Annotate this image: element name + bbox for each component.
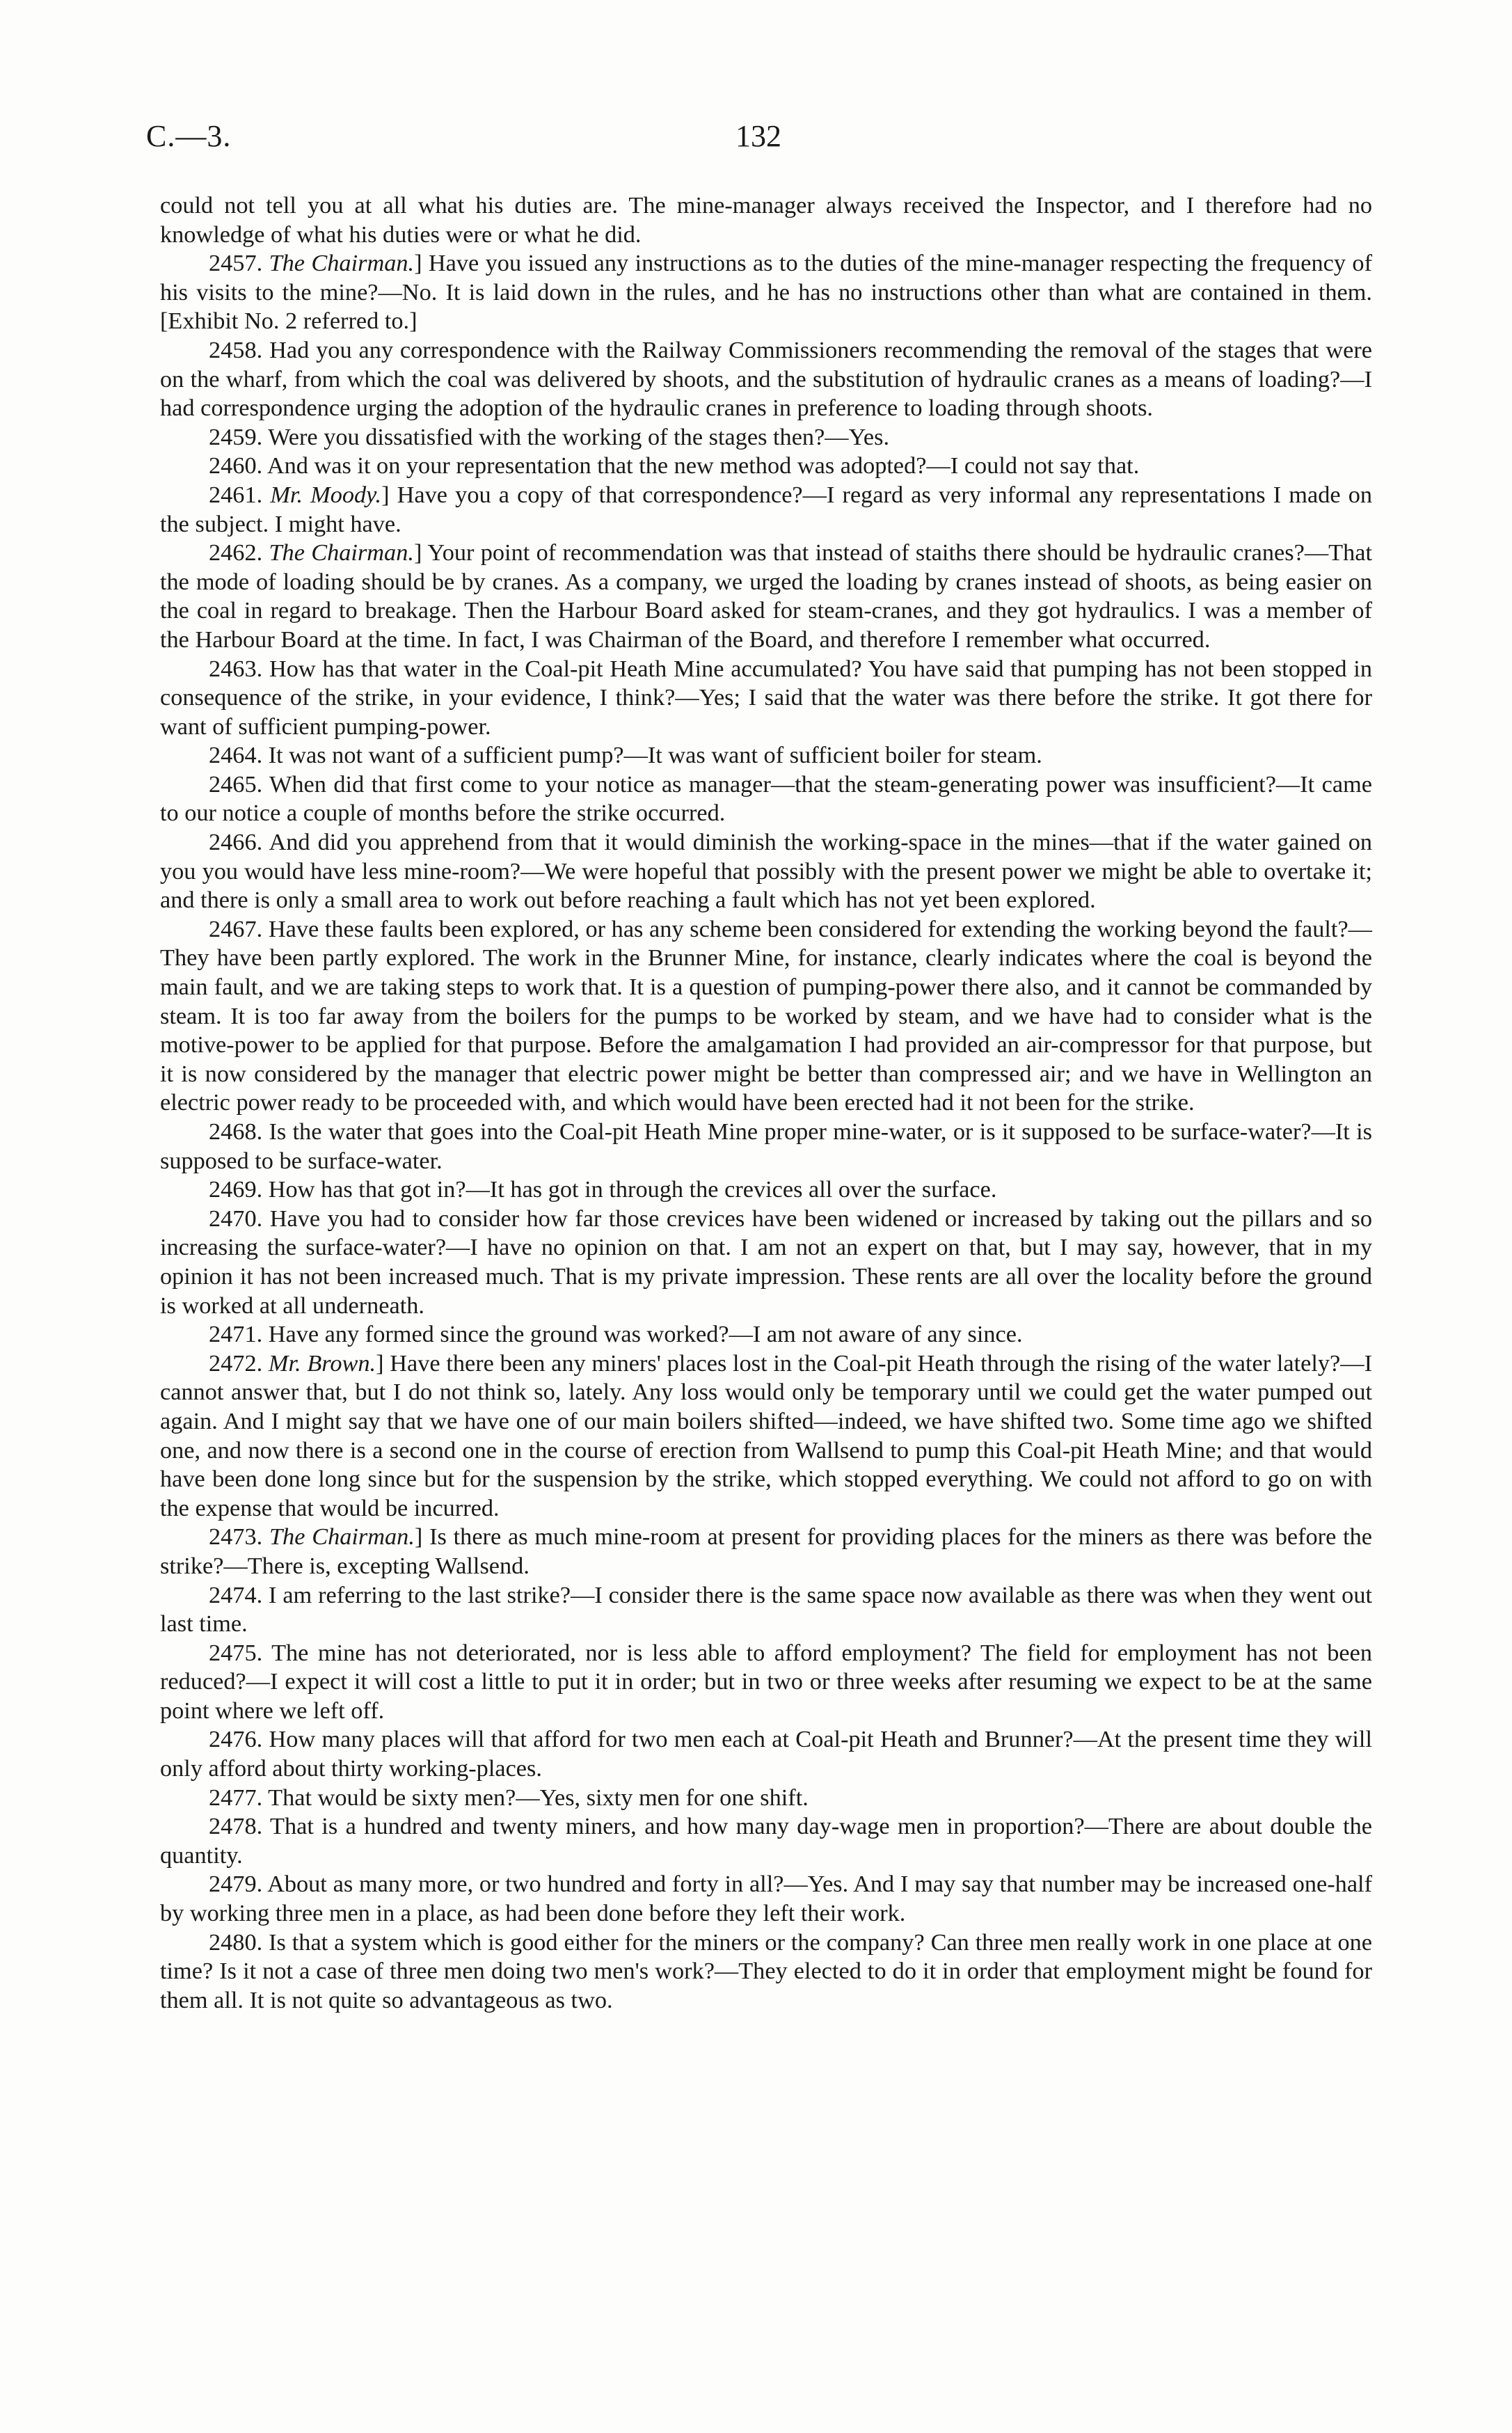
question-2477: 2477. That would be sixty men?—Yes, sixty men for one shift. (209, 1784, 809, 1811)
question-2468: 2468. Is the water that goes into the Coal-pit Heath Mine proper mine-water, or is it supposed to be surface-water?—It is supposed to be surface-water. (160, 1118, 1373, 1174)
paragraph-continuation: could not tell you at all what his duties are. The mine-manager always received the Inspector, and I therefore had no knowledge of what his duties were or what he did. (160, 192, 1372, 248)
question-2461: 2461. Mr. Moody.] Have you a copy of that correspondence?—I regard as very informal any representations I made on the subject. I might have. (160, 481, 1373, 537)
question-2472: 2472. Mr. Brown.] Have there been any miners' places lost in the Coal-pit Heath through the rising of the water lately?—I cannot answer that, but I do not think so, lately. Any loss would only be temporary until we could get the water pumped out again. And I might say that we have one of our main boilers shifted—indeed, we have shifted two. Some time ago we shifted one, and now there is a second one in the course of erection from Wallsend to pump this Coal-pit Heath Mine; and that would have been done long since but for the suspension by the strike, which stopped everything. We could not afford to go on with the expense that would be incurred. (160, 1349, 1372, 1521)
question-2480: 2480. Is that a system which is good either for the miners or the company? Can three men really work in one place at one time? Is it not a case of three men doing two men's work?—They elected to do it in order that employment might be found for them all. It is not quite so advantageous as two. (160, 1928, 1373, 2013)
page-header (146, 118, 1371, 160)
speaker-label: The Chairman. (269, 539, 414, 566)
question-2462: 2462. The Chairman.] Your point of recommendation was that instead of staiths there should be hydraulic cranes?—That the mode of loading should be by cranes. As a company, we urged the loading by cranes instead of shoots, as being easier on the coal in regard to breakage. Then the Harbour Board asked for steam-cranes, and they got hydraulics. I was a member of the Harbour Board at the time. In fact, I was Chairman of the Board, and therefore I remember what occurred. (160, 539, 1372, 653)
speaker-label: Mr. Brown. (268, 1349, 376, 1377)
speaker-label: The Chairman. (269, 250, 415, 277)
question-2465: 2465. When did that first come to your notice as manager—that the steam-generating power was insufficient?—It came to our notice a couple of months before the strike occurred. (160, 770, 1372, 827)
question-2460: 2460. And was it on your representation that the new method was adopted?—I could not say that. (209, 452, 1140, 480)
question-2479: 2479. About as many more, or two hundred and forty in all?—Yes. And I may say that number may be increased one-half by working three men in a place, as had been done before they left their work. (160, 1871, 1372, 1927)
series-reference: C.—3. (146, 119, 232, 153)
page-number: 132 (735, 119, 781, 153)
question-2464: 2464. It was not want of a sufficient pump?—It was want of sufficient boiler for steam. (209, 742, 1042, 769)
question-2463: 2463. How has that water in the Coal-pit Heath Mine accumulated? You have said that pumping has not been stopped in consequence of the strike, in your evidence, I think?—Yes; I said that the water was there before the strike. It got there for want of sufficient pumping-power. (160, 655, 1372, 740)
question-2475: 2475. The mine has not deteriorated, nor is less able to afford employment? The field for employment has not been reduced?—I expect it will cost a little to put it in order; but in two or three weeks after resuming we expect to be at the same point where we left off. (160, 1639, 1372, 1724)
speaker-label: Mr. Moody. (270, 481, 382, 508)
question-2476: 2476. How many places will that afford for two men each at Coal-pit Heath and Brunner?—At the present time they will only afford about thirty working-places. (160, 1726, 1372, 1782)
question-2471: 2471. Have any formed since the ground was worked?—I am not aware of any since. (209, 1321, 1023, 1348)
speaker-label: The Chairman. (269, 1523, 415, 1551)
question-2457: 2457. The Chairman.] Have you issued any instructions as to the duties of the mine-manager respecting the frequency of his visits to the mine?—No. It is laid down in the rules, and he has no instructions other than what are contained in them. [Exhibit No. 2 referred to.] (160, 250, 1372, 335)
question-2474: 2474. I am referring to the last strike?—I consider there is the same space now available as there was when they went out last time. (160, 1581, 1372, 1638)
question-2459: 2459. Were you dissatisfied with the working of the stages then?—Yes. (209, 423, 890, 450)
question-2470: 2470. Have you had to consider how far those crevices have been widened or increased by taking out the pillars and so increasing the surface-water?—I have no opinion on that. I am not an expert on that, but I may say, however, that in my opinion it has not been increased much. That is my private impression. These rents are all over the locality before the ground is worked at all underneath. (160, 1205, 1372, 1319)
question-2458: 2458. Had you any correspondence with the Railway Commissioners recommending the removal of the stages that were on the wharf, from which the coal was delivered by shoots, and the substitution of hydraulic cranes as a means of loading?—I had correspondence urging the adoption of the hydraulic cranes in preference to loading through shoots. (160, 336, 1372, 422)
question-2469: 2469. How has that got in?—It has got in through the crevices all over the surface. (209, 1176, 997, 1203)
question-2473: 2473. The Chairman.] Is there as much mine-room at present for providing places for the miners as there was before the strike?—There is, excepting Wallsend. (160, 1523, 1372, 1579)
question-2466: 2466. And did you apprehend from that it would diminish the working-space in the mines—that if the water gained on you you would have less mine-room?—We were hopeful that possibly with the present power we might be able to overtake it; and there is only a small area to work out before reaching a fault which has not yet been explored. (160, 829, 1372, 914)
testimony-body (160, 191, 1372, 2015)
question-2478: 2478. That is a hundred and twenty miners, and how many day-wage men in proportion?—There are about double the quantity. (160, 1813, 1372, 1869)
question-2467: 2467. Have these faults been explored, or has any scheme been considered for extending the working beyond the fault?—They have been partly explored. The work in the Brunner Mine, for instance, clearly indicates where the coal is beyond the main fault, and we are taking steps to work that. It is a question of pumping-power there also, and it cannot be commanded by steam. It is too far away from the boilers for the pumps to be worked by steam, and we have had to consider what is the motive-power to be applied for that purpose. Before the amalgamation I had provided an air-compressor for that purpose, but it is now considered by the manager that electric power might be better than compressed air; and we have in Wellington an electric power ready to be proceeded with, and which would have been erected had it not been for the strike. (160, 915, 1372, 1116)
